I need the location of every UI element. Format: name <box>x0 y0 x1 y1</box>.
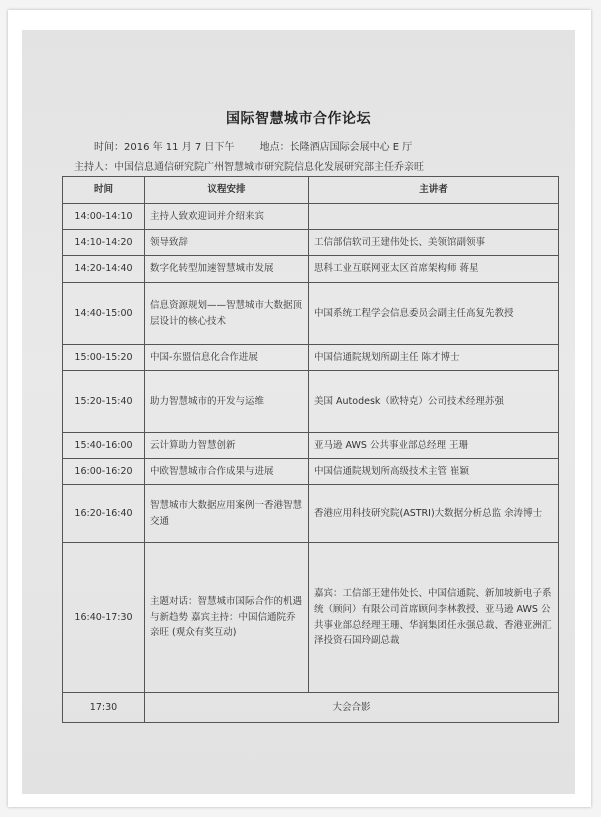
meta-line <box>94 138 412 153</box>
speaker-cell: 香港应用科技研究院(ASTRI)大数据分析总监 余涛博士 <box>309 485 559 543</box>
time-cell: 16:40-17:30 <box>63 543 145 693</box>
table-row <box>63 485 559 543</box>
agenda-cell: 大会合影 <box>145 693 559 723</box>
time-cell: 14:20-14:40 <box>63 256 145 283</box>
table-row <box>63 543 559 693</box>
table-header-row <box>63 177 559 204</box>
agenda-cell: 智慧城市大数据应用案例一香港智慧交通 <box>145 485 309 543</box>
time-info: 时间：2016 年 11 月 7 日下午 <box>94 142 235 153</box>
table-row <box>63 230 559 256</box>
time-cell: 14:40-15:00 <box>63 283 145 345</box>
speaker-cell: 工信部信软司王建伟处长、美领馆副领事 <box>309 230 559 256</box>
header-time: 时间 <box>63 177 145 204</box>
speaker-cell: 中国信通院规划所副主任 陈才博士 <box>309 345 559 371</box>
table-row <box>63 256 559 283</box>
table-row <box>63 433 559 459</box>
agenda-cell: 信息资源规划——智慧城市大数据顶层设计的核心技术 <box>145 283 309 345</box>
venue-info: 地点：长隆酒店国际会展中心 E 厅 <box>259 142 413 153</box>
agenda-cell: 助力智慧城市的开发与运维 <box>145 371 309 433</box>
table-row <box>63 283 559 345</box>
speaker-cell: 美国 Autodesk（欧特克）公司技术经理苏强 <box>309 371 559 433</box>
speaker-cell <box>309 204 559 230</box>
agenda-cell: 数字化转型加速智慧城市发展 <box>145 256 309 283</box>
agenda-cell: 主持人致欢迎词并介绍来宾 <box>145 204 309 230</box>
time-cell: 14:00-14:10 <box>63 204 145 230</box>
time-cell: 15:40-16:00 <box>63 433 145 459</box>
table-row <box>63 693 559 723</box>
agenda-cell: 云计算助力智慧创新 <box>145 433 309 459</box>
time-cell: 15:00-15:20 <box>63 345 145 371</box>
agenda-cell: 中欧智慧城市合作成果与进展 <box>145 459 309 485</box>
time-cell: 14:10-14:20 <box>63 230 145 256</box>
time-cell: 15:20-15:40 <box>63 371 145 433</box>
document-paper <box>22 30 575 794</box>
time-cell: 17:30 <box>63 693 145 723</box>
header-speaker: 主讲者 <box>309 177 559 204</box>
table-row <box>63 204 559 230</box>
speaker-cell: 中国信通院规划所高级技术主管 崔颖 <box>309 459 559 485</box>
table-row <box>63 459 559 485</box>
speaker-cell: 中国系统工程学会信息委员会副主任高复先教授 <box>309 283 559 345</box>
agenda-cell: 领导致辞 <box>145 230 309 256</box>
speaker-cell: 亚马逊 AWS 公共事业部总经理 王珊 <box>309 433 559 459</box>
agenda-cell: 中国-东盟信息化合作进展 <box>145 345 309 371</box>
document-title: 国际智慧城市合作论坛 <box>226 111 371 127</box>
agenda-cell: 主题对话：智慧城市国际合作的机遇与新趋势 嘉宾主持：中国信通院乔亲旺 (观众有奖互动) <box>145 543 309 693</box>
agenda-table <box>62 176 559 723</box>
speaker-cell: 嘉宾：工信部王建伟处长、中国信通院、新加坡新电子系统（顾问）有限公司首席顾问李林教授、亚马逊 AWS 公共事业部总经理王珊、华润集团任永强总裁、香港亚洲汇泽投资石国玲副总裁 <box>309 543 559 693</box>
header-agenda: 议程安排 <box>145 177 309 204</box>
time-cell: 16:00-16:20 <box>63 459 145 485</box>
speaker-cell: 思科工业互联网亚太区首席架构师 蒋星 <box>309 256 559 283</box>
table-row <box>63 371 559 433</box>
table-row <box>63 345 559 371</box>
host-info: 主持人：中国信息通信研究院广州智慧城市研究院信息化发展研究部主任乔亲旺 <box>74 162 424 173</box>
time-cell: 16:20-16:40 <box>63 485 145 543</box>
